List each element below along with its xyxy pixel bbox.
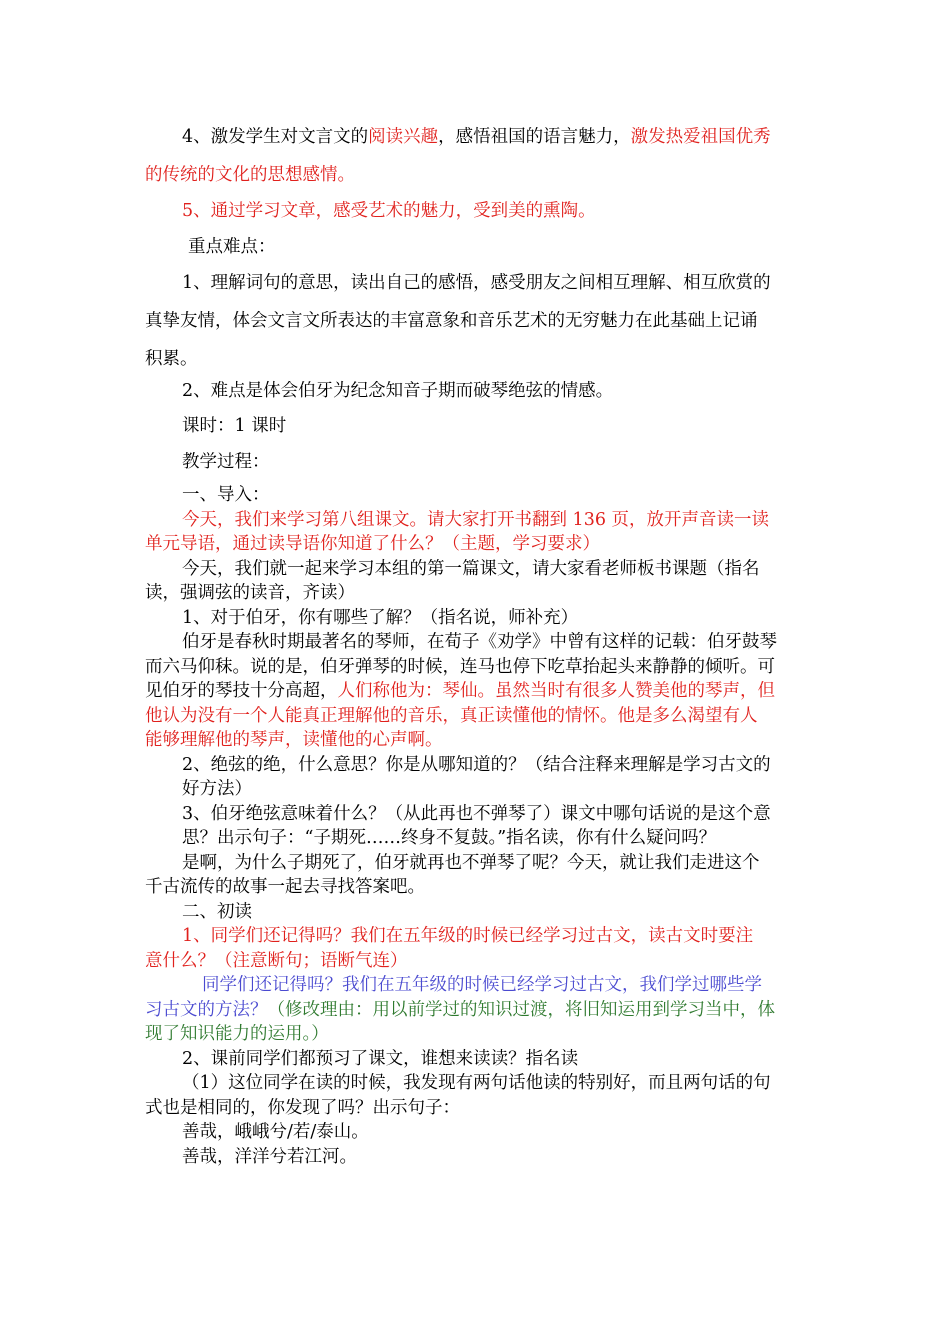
why-line-2: 千古流传的故事一起去寻找答案吧。 (145, 877, 425, 897)
boya-line-3 (145, 679, 810, 704)
intro-line-1: 今天，我们就一起来学习本组的第一篇课文，请大家看老师板书课题（指名 (182, 558, 760, 579)
revise-line-2-blue: 习古文的方法？ (145, 999, 268, 1020)
intro-line-2: 读，强调弦的读音，齐读） (145, 583, 355, 603)
key-point-2-text: 2、难点是体会伯牙为纪念知音子期而破琴绝弦的情感。 (182, 381, 614, 401)
process-heading (145, 443, 810, 481)
section-2-heading: 二、初读 (182, 901, 252, 922)
boya-line-4: 他认为没有一个人能真正理解他的音乐，真正读懂他的情怀。他是多么渴望有人 (145, 705, 758, 726)
intro-red-line-2: 单元导语，通过读导语你知道了什么？（主题，学习要求） (145, 534, 600, 554)
objective-4 (145, 118, 810, 194)
objective-4-text-a: 4、激发学生对文言文的 (182, 127, 369, 147)
objective-5 (145, 192, 810, 230)
revise-line-1: 同学们还记得吗？我们在五年级的时候已经学习过古文，我们学过哪些学 (202, 975, 762, 995)
class-hours-text: 课时：1 课时 (182, 416, 287, 436)
boya-line-5: 能够理解他的琴声，读懂他的心声啊。 (145, 730, 443, 750)
revise-line-3: 现了知识能力的运用。） (145, 1024, 329, 1044)
key-point-2 (145, 372, 810, 410)
read-1-red-line-2: 意什么？（注意断句；语断气连） (145, 950, 408, 971)
section-1-heading: 一、导入： (182, 485, 270, 505)
objective-4-text-c: ，感悟祖国的语言魅力， (438, 127, 631, 147)
read-2: 2、课前同学们都预习了课文，谁想来读读？指名读 (182, 1048, 579, 1069)
key-points-heading (145, 228, 810, 266)
question-1: 1、对于伯牙，你有哪些了解？（指名说，师补充） (182, 607, 579, 628)
process-heading-text: 教学过程： (182, 452, 270, 472)
verse-line-b: 善哉，洋洋兮若江河。 (182, 1146, 357, 1167)
key-point-1-line-1: 1、理解词句的意思，读出自己的感悟，感受朋友之间相互理解、相互欣赏的 (182, 273, 771, 293)
read-1-red-line-1: 1、同学们还记得吗？我们在五年级的时候已经学习过古文，读古文时要注 (182, 926, 754, 946)
class-hours (145, 407, 810, 445)
boya-line-2: 而六马仰秣。说的是，伯牙弹琴的时候，连马也停下吃草抬起头来静静的倾听。可 (145, 656, 775, 677)
sub-1-line-2: 式也是相同的，你发现了吗？出示句子： (145, 1097, 460, 1118)
objective-4-highlight-interest: 阅读兴趣 (368, 127, 439, 147)
key-point-1 (145, 264, 810, 378)
revise-line-2 (145, 998, 810, 1023)
boya-line-3-red: 人们称他为：琴仙。虽然当时有很多人赞美他的琴声，但 (337, 681, 775, 701)
question-2-line-1: 2、绝弦的绝，什么意思？你是从哪知道的？（结合注释来理解是学习古文的 (182, 754, 771, 775)
key-point-1-line-3: 积累。 (145, 349, 198, 369)
lesson-body (145, 483, 810, 1169)
boya-line-3-black: 见伯牙的琴技十分高超， (145, 681, 338, 701)
question-3-line-2: 思？出示句子：“子期死……终身不复鼓。”指名读，你有什么疑问吗？ (182, 828, 717, 848)
why-line-1: 是啊，为什么子期死了，伯牙就再也不弹琴了呢？今天，就让我们走进这个 (182, 852, 760, 873)
boya-line-1: 伯牙是春秋时期最著名的琴师，在荀子《劝学》中曾有这样的记载：伯牙鼓琴 (182, 632, 777, 652)
revise-line-2-green: （修改理由：用以前学过的知识过渡，将旧知运用到学习当中，体 (267, 999, 775, 1020)
objective-4-line-2: 的传统的文化的思想感情。 (145, 165, 355, 185)
intro-red-line-1: 今天，我们来学习第八组课文。请大家打开书翻到 136 页，放开声音读一读 (182, 509, 770, 530)
question-2-line-2: 好方法） (182, 779, 252, 799)
verse-line-a: 善哉，峨峨兮/若/泰山。 (182, 1122, 369, 1142)
objective-4-highlight-love: 激发热爱祖国优秀 (630, 127, 771, 147)
question-3-line-1: 3、伯牙绝弦意味着什么？（从此再也不弹琴了）课文中哪句话说的是这个意 (182, 803, 771, 824)
sub-1-line-1: （1）这位同学在读的时候，我发现有两句话他读的特别好，而且两句话的句 (182, 1073, 771, 1093)
objective-5-text: 5、通过学习文章，感受艺术的魅力，受到美的熏陶。 (182, 201, 596, 221)
key-points-heading-text: 重点难点： (188, 237, 276, 257)
key-point-1-line-2: 真挚友情，体会文言文所表达的丰富意象和音乐艺术的无穷魅力在此基础上记诵 (145, 311, 758, 331)
